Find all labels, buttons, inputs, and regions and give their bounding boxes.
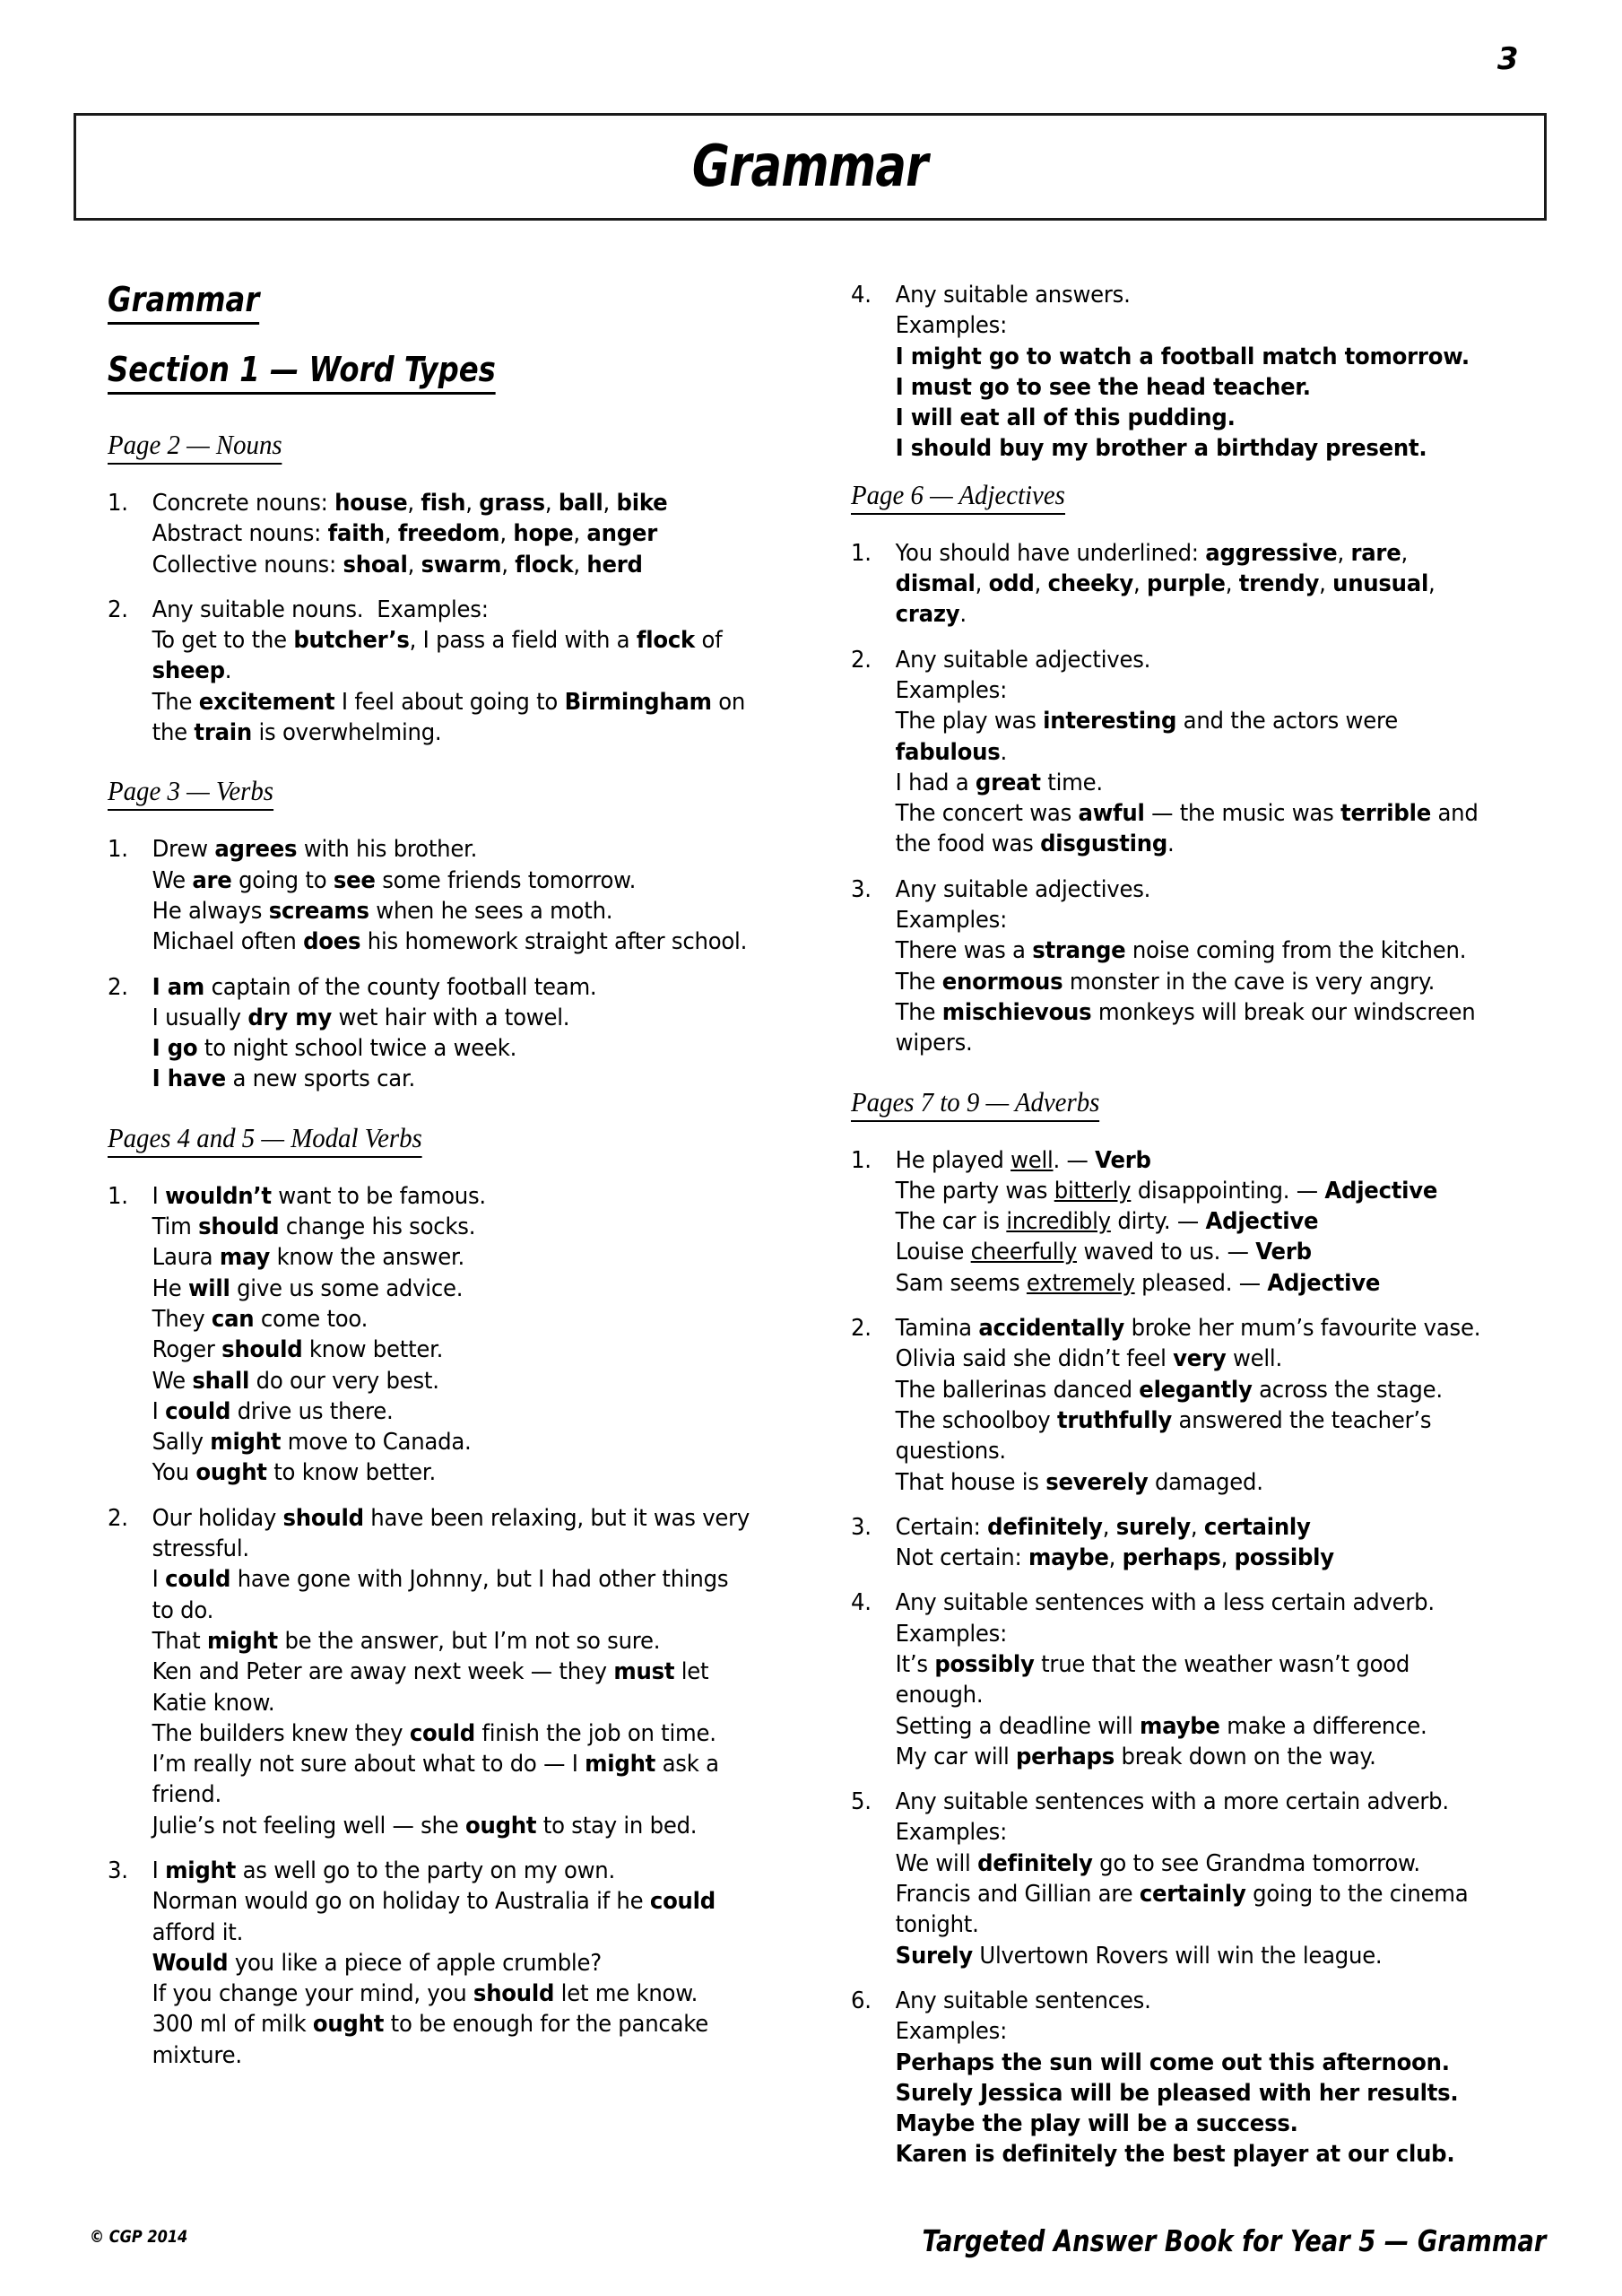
- answer-line: 300 ml of milk ought to be enough for the pancake mixture.: [152, 2011, 708, 2069]
- answer-line: Michael often does his homework straight after school.: [152, 928, 748, 956]
- answer-item: [851, 645, 1494, 860]
- answer-line: Examples:: [895, 312, 1008, 340]
- answer-line: Julie’s not feeling well — she ought to stay in bed.: [152, 1812, 698, 1839]
- answer-line: We shall do our very best.: [152, 1367, 439, 1395]
- answer-line: They can come too.: [152, 1305, 369, 1333]
- answer-item: [108, 1503, 750, 1841]
- left-sections: [108, 429, 781, 2071]
- answer-number: 2.: [851, 1315, 872, 1343]
- page-section-heading: Pages 4 and 5 — Modal Verbs: [108, 1122, 422, 1158]
- answer-line: Examples:: [895, 2018, 1008, 2046]
- answer-item: [851, 874, 1494, 1059]
- answer-number: 3.: [851, 875, 872, 903]
- answer-line: You should have underlined: aggressive, rare, dismal, odd, cheeky, purple, trendy, unusual, crazy.: [895, 539, 1436, 629]
- answer-line: Perhaps the sun will come out this afternoon.: [895, 2048, 1450, 2076]
- page-section-heading: Page 3 — Verbs: [108, 775, 273, 811]
- answer-line: There was a strange noise coming from the kitchen.: [895, 937, 1467, 965]
- answer-line: Francis and Gillian are certainly going to the cinema tonight.: [895, 1881, 1469, 1939]
- answer-line: Collective nouns: shoal, swarm, flock, herd: [152, 551, 643, 578]
- answer-item: [108, 834, 750, 957]
- answer-number: 1.: [851, 539, 872, 567]
- page-section: [108, 775, 781, 834]
- answer-line: Any suitable sentences with a less certain adverb.: [895, 1589, 1435, 1617]
- page-section-heading: Pages 7 to 9 — Adverbs: [851, 1086, 1099, 1122]
- answer-line: Ken and Peter are away next week — they must let Katie know.: [152, 1658, 709, 1717]
- page-section-heading: Page 2 — Nouns: [108, 429, 282, 465]
- answer-line: If you change your mind, you should let me know.: [152, 1980, 698, 2008]
- answer-line: I’m really not sure about what to do — I might ask a friend.: [152, 1751, 719, 1809]
- answer-line: Surely Ulvertown Rovers will win the league.: [895, 1942, 1383, 1970]
- answer-line: Would you like a piece of apple crumble?: [152, 1949, 602, 1977]
- answer-number: 1.: [108, 836, 128, 864]
- left-column: [108, 280, 781, 2185]
- answer-number: 2.: [108, 1504, 128, 1532]
- answer-line: I will eat all of this pudding.: [895, 404, 1236, 432]
- answer-line: I am captain of the county football team.: [152, 973, 597, 1001]
- answer-line: I go to night school twice a week.: [152, 1035, 517, 1063]
- answer-number: 2.: [108, 973, 128, 1001]
- answer-line: Our holiday should have been relaxing, but it was very stressful.: [152, 1504, 750, 1563]
- answer-line: The enormous monster in the cave is very angry.: [895, 968, 1436, 996]
- answer-line: The concert was awful — the music was terrible and the food was disgusting.: [895, 800, 1479, 858]
- page-section: [108, 429, 781, 488]
- answer-item: [851, 1313, 1494, 1498]
- answer-item: [108, 1181, 750, 1489]
- answer-line: I had a great time.: [895, 769, 1103, 796]
- copyright-notice: © CGP 2014: [90, 2227, 188, 2247]
- answer-line: Laura may know the answer.: [152, 1244, 465, 1272]
- answer-line: Setting a deadline will maybe make a difference.: [895, 1712, 1427, 1740]
- answer-line: We will definitely go to see Grandma tomorrow.: [895, 1849, 1420, 1877]
- answer-number: 5.: [851, 1788, 872, 1816]
- answer-line: Sally might move to Canada.: [152, 1429, 472, 1457]
- answer-line: Abstract nouns: faith, freedom, hope, anger: [152, 520, 657, 548]
- answer-item: [851, 1512, 1494, 1574]
- answer-line: He will give us some advice.: [152, 1274, 464, 1302]
- answer-line: Examples:: [895, 1819, 1008, 1847]
- answer-line: The excitement I feel about going to Birmingham on the train is overwhelming.: [152, 688, 746, 747]
- answer-line: Karen is definitely the best player at our club.: [895, 2141, 1455, 2169]
- answer-line: I must go to see the head teacher.: [895, 373, 1311, 401]
- answer-line: I could drive us there.: [152, 1397, 394, 1425]
- answer-item: [851, 1587, 1494, 1772]
- answer-line: Examples:: [895, 907, 1008, 935]
- page-section: [851, 479, 1524, 538]
- answer-line: Tamina accidentally broke her mum’s favourite vase.: [895, 1315, 1481, 1343]
- section-heading: Section 1 — Word Types: [108, 350, 496, 395]
- answer-list: [108, 488, 781, 748]
- answer-line: Olivia said she didn’t feel very well.: [895, 1345, 1282, 1373]
- answer-line: The schoolboy truthfully answered the teacher’s questions.: [895, 1406, 1432, 1465]
- answer-number: 2.: [108, 596, 128, 623]
- answer-line: I usually dry my wet hair with a towel.: [152, 1004, 570, 1031]
- answer-item: [851, 1145, 1494, 1299]
- answer-line: Any suitable sentences with a more certain adverb.: [895, 1788, 1449, 1816]
- answer-list: [851, 280, 1524, 465]
- answer-line: I should buy my brother a birthday present.: [895, 435, 1427, 463]
- answer-line: Maybe the play will be a success.: [895, 2110, 1298, 2138]
- answer-line: Norman would go on holiday to Australia if he could afford it.: [152, 1888, 716, 1946]
- answer-line: I have a new sports car.: [152, 1065, 415, 1093]
- answer-line: Examples:: [895, 676, 1008, 704]
- answer-line: The party was bitterly disappointing. — Adjective: [895, 1177, 1438, 1205]
- page-number: 3: [1496, 41, 1519, 77]
- answer-line: Any suitable adjectives.: [895, 875, 1151, 903]
- answer-number: 1.: [108, 1182, 128, 1210]
- answer-number: 4.: [851, 282, 872, 309]
- answer-line: It’s possibly true that the weather wasn’t good enough.: [895, 1650, 1410, 1709]
- page-section: [851, 1086, 1524, 1145]
- answer-line: Surely Jessica will be pleased with her results.: [895, 2079, 1459, 2107]
- answer-line: Drew agrees with his brother.: [152, 836, 478, 864]
- answer-line: The mischievous monkeys will break our windscreen wipers.: [895, 998, 1476, 1057]
- answer-item: [851, 280, 1494, 465]
- answer-line: You ought to know better.: [152, 1459, 436, 1487]
- answer-line: Certain: definitely, surely, certainly: [895, 1513, 1311, 1541]
- answer-number: 1.: [851, 1146, 872, 1174]
- answer-list: [851, 538, 1524, 1059]
- answer-number: 3.: [851, 1513, 872, 1541]
- answer-item: [108, 972, 750, 1095]
- answer-line: Any suitable adjectives.: [895, 646, 1151, 674]
- answer-number: 1.: [108, 490, 128, 517]
- answer-line: Tim should change his socks.: [152, 1213, 476, 1241]
- answer-line: I might go to watch a football match tomorrow.: [895, 343, 1470, 370]
- answer-item: [851, 1787, 1494, 1971]
- answer-item: [851, 538, 1494, 631]
- answer-line: He always screams when he sees a moth.: [152, 897, 613, 925]
- answer-line: That house is severely damaged.: [895, 1468, 1263, 1496]
- answer-line: Not certain: maybe, perhaps, possibly: [895, 1544, 1334, 1572]
- answer-line: Louise cheerfully waved to us. — Verb: [895, 1239, 1312, 1266]
- answer-line: I might as well go to the party on my own.: [152, 1857, 616, 1884]
- answer-line: Sam seems extremely pleased. — Adjective: [895, 1269, 1381, 1297]
- answer-line: The car is incredibly dirty. — Adjective: [895, 1208, 1319, 1236]
- page-section-heading: Page 6 — Adjectives: [851, 479, 1065, 515]
- answer-item: [851, 1986, 1494, 2170]
- answer-number: 3.: [108, 1857, 128, 1884]
- answer-line: My car will perhaps break down on the way.: [895, 1743, 1376, 1770]
- page-title-banner: [74, 113, 1547, 221]
- answer-line: I wouldn’t want to be famous.: [152, 1182, 486, 1210]
- answer-line: Any suitable sentences.: [895, 1987, 1151, 2014]
- right-sections: [851, 479, 1524, 2170]
- two-column-body: [108, 280, 1524, 2185]
- answer-line: Any suitable answers.: [895, 282, 1131, 309]
- answer-list: [851, 1145, 1524, 2170]
- answer-line: To get to the butcher’s, I pass a field with a flock of sheep.: [152, 627, 723, 685]
- answer-list: [108, 834, 781, 1094]
- answer-line: The builders knew they could finish the job on time.: [152, 1719, 716, 1747]
- answer-item: [108, 488, 750, 580]
- answer-item: [108, 1856, 750, 2071]
- answer-list: [108, 1181, 781, 2071]
- answer-line: Roger should know better.: [152, 1336, 444, 1364]
- answer-number: 2.: [851, 646, 872, 674]
- answer-line: He played well. — Verb: [895, 1146, 1151, 1174]
- main-heading: Grammar: [108, 280, 259, 325]
- answer-line: Concrete nouns: house, fish, grass, ball, bike: [152, 490, 668, 517]
- answer-line: We are going to see some friends tomorrow.: [152, 866, 637, 894]
- answer-number: 6.: [851, 1987, 872, 2014]
- answer-item: [108, 595, 750, 748]
- right-column: [851, 280, 1524, 2185]
- answer-line: The play was interesting and the actors were fabulous.: [895, 708, 1398, 766]
- answer-line: Any suitable nouns. Examples:: [152, 596, 489, 623]
- book-title-footer: Targeted Answer Book for Year 5 — Grammar: [922, 2223, 1546, 2258]
- answer-number: 4.: [851, 1589, 872, 1617]
- answer-line: The ballerinas danced elegantly across the stage.: [895, 1376, 1443, 1404]
- answer-line: That might be the answer, but I’m not so sure.: [152, 1627, 661, 1655]
- page-section: [108, 1122, 781, 1181]
- page-title: Grammar: [692, 134, 928, 200]
- answer-line: I could have gone with Johnny, but I had other things to do.: [152, 1566, 729, 1624]
- answer-line: Examples:: [895, 1620, 1008, 1648]
